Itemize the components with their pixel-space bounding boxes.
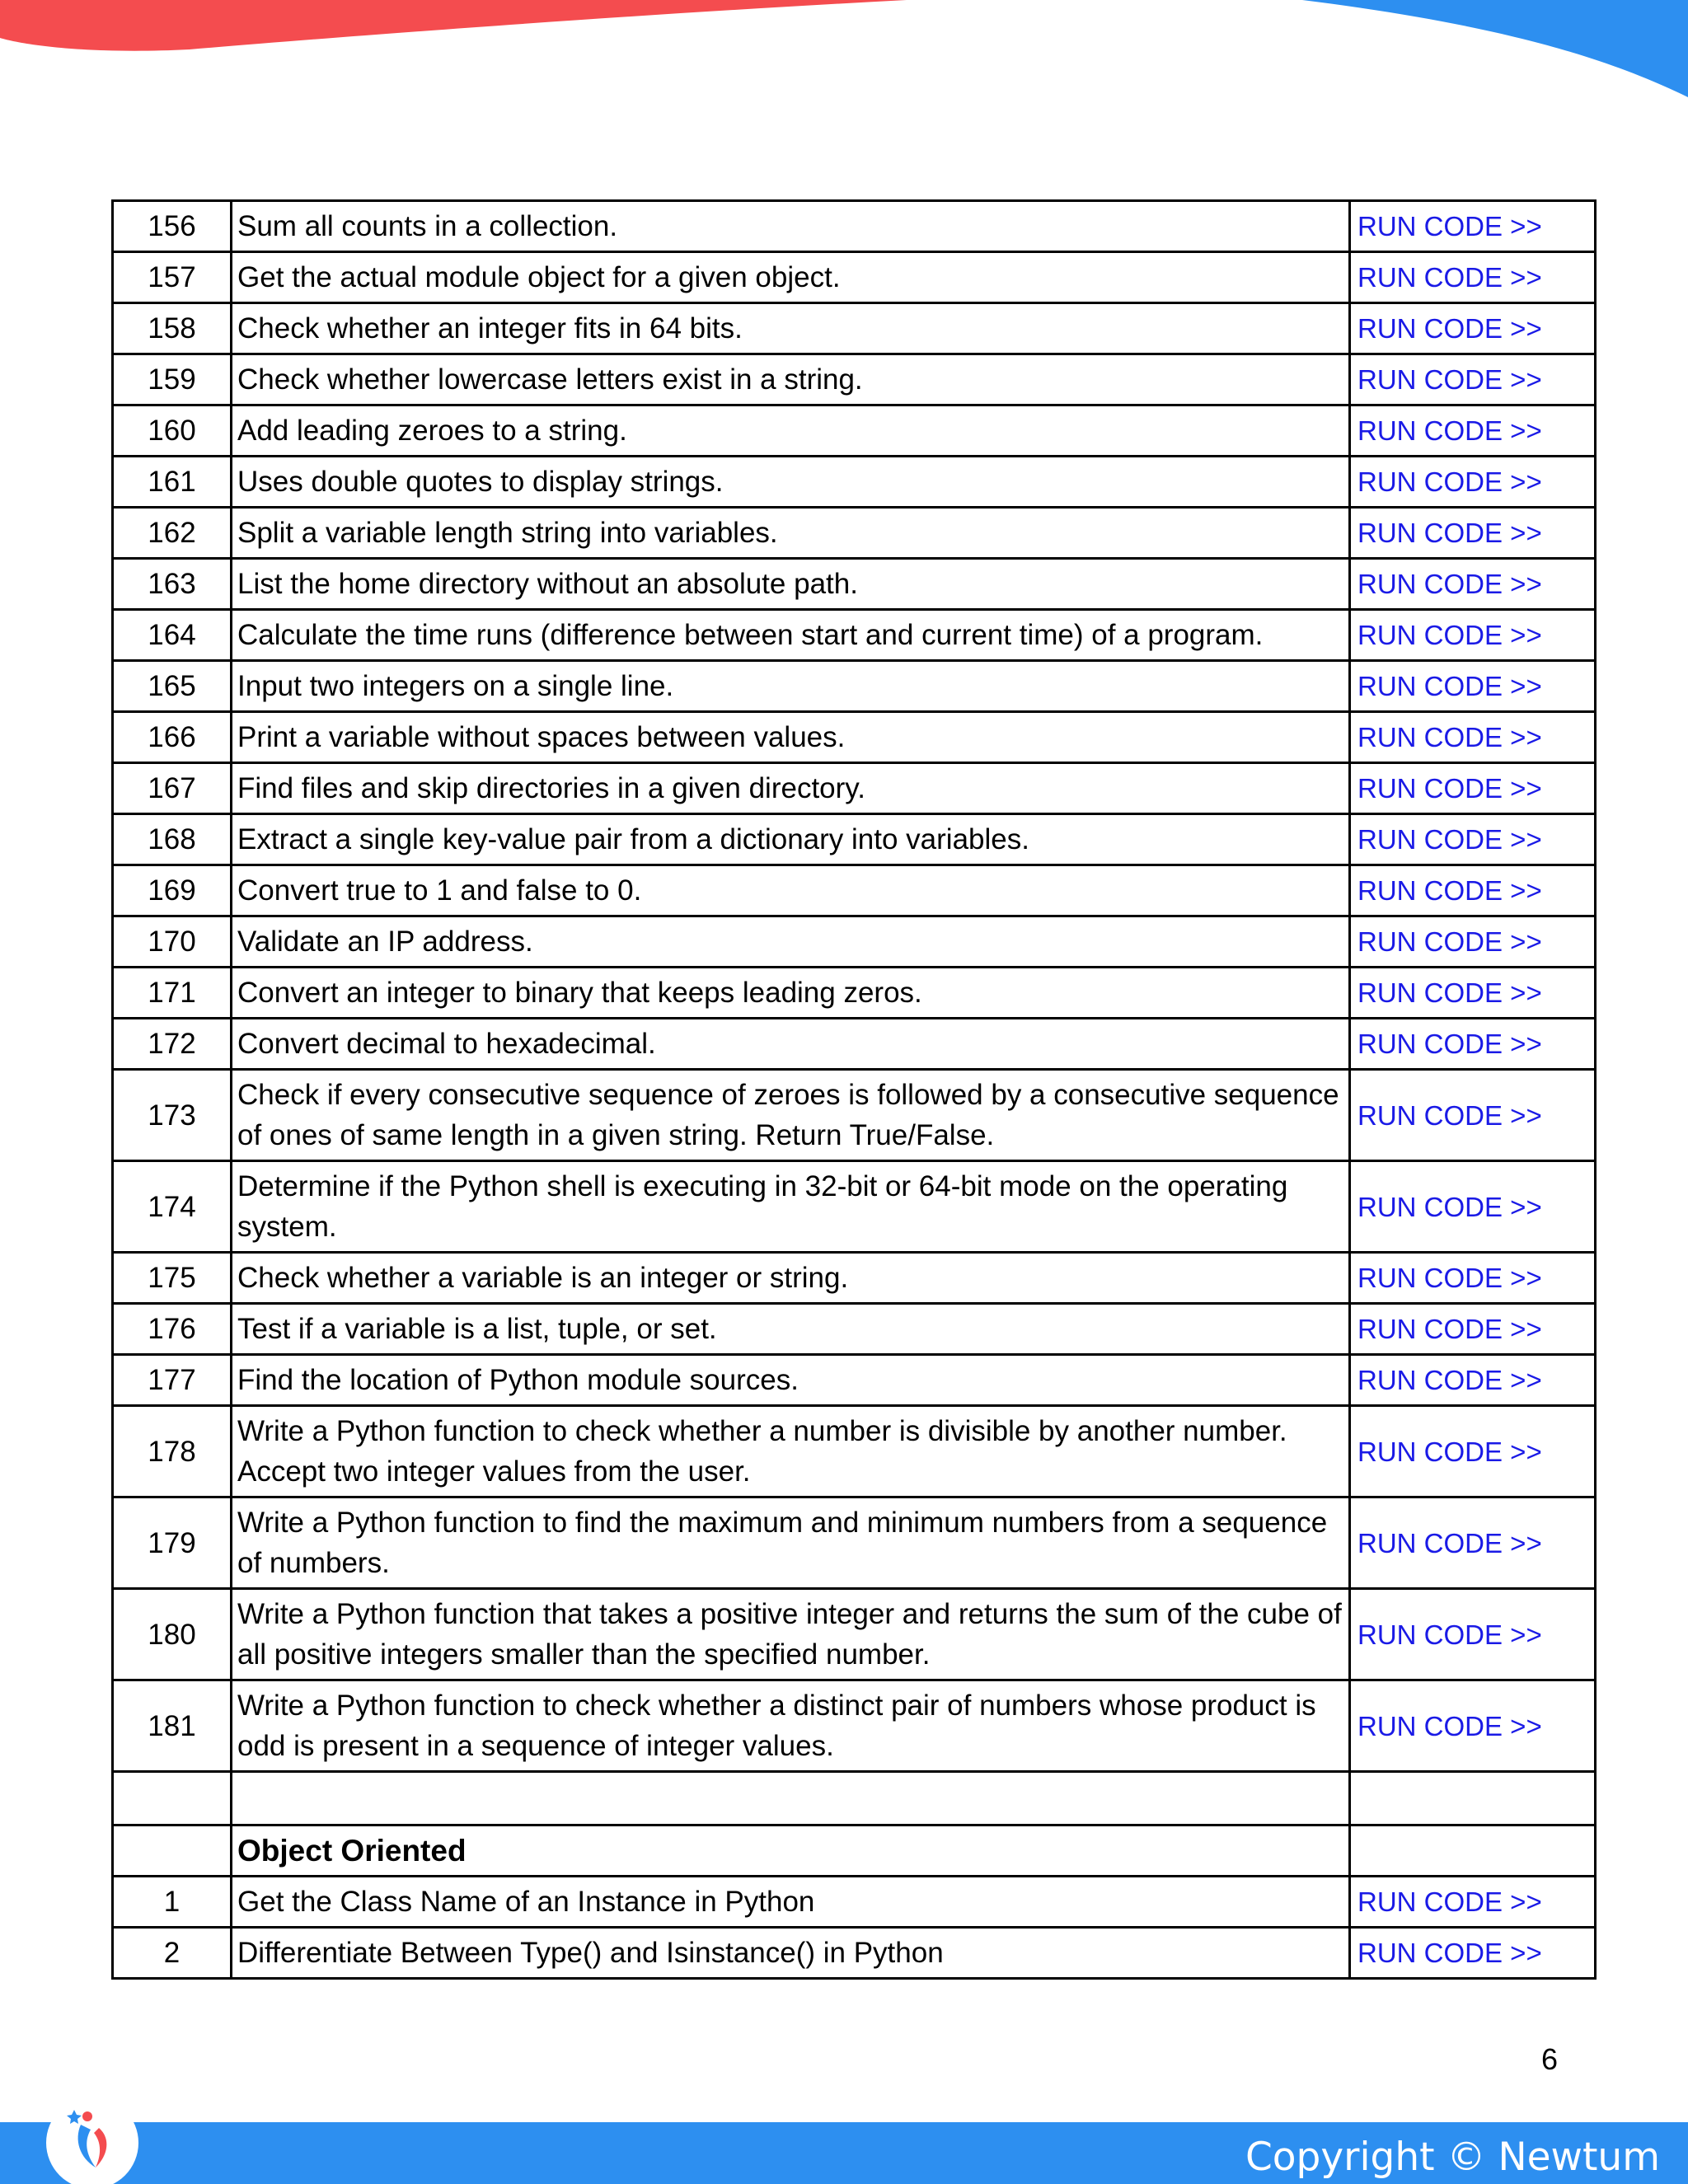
table-row <box>113 814 1596 865</box>
row-number: 179 <box>113 1497 232 1589</box>
row-number: 177 <box>113 1355 232 1406</box>
row-number: 159 <box>113 354 232 405</box>
row-description: Input two integers on a single line. <box>232 661 1350 712</box>
row-description: Find files and skip directories in a given directory. <box>232 763 1350 814</box>
table-row <box>113 1589 1596 1680</box>
run-code-link[interactable]: RUN CODE >> <box>1350 610 1596 661</box>
row-number: 162 <box>113 508 232 559</box>
run-code-link[interactable]: RUN CODE >> <box>1350 1877 1596 1928</box>
row-number: 171 <box>113 968 232 1019</box>
row-number: 166 <box>113 712 232 763</box>
section-table-body <box>113 1877 1596 1979</box>
run-code-link[interactable]: RUN CODE >> <box>1350 865 1596 916</box>
row-description: Extract a single key-value pair from a dictionary into variables. <box>232 814 1350 865</box>
row-number: 165 <box>113 661 232 712</box>
row-description: Convert decimal to hexadecimal. <box>232 1019 1350 1070</box>
row-description: Print a variable without spaces between values. <box>232 712 1350 763</box>
row-number: 176 <box>113 1304 232 1355</box>
run-code-link[interactable]: RUN CODE >> <box>1350 559 1596 610</box>
run-code-link[interactable]: RUN CODE >> <box>1350 916 1596 968</box>
row-number: 173 <box>113 1070 232 1161</box>
copyright-text: Copyright © Newtum <box>1245 2135 1660 2180</box>
row-description: Write a Python function that takes a positive integer and returns the sum of the cube of all positive integers smaller than the specified number. <box>232 1589 1350 1680</box>
run-code-link[interactable]: RUN CODE >> <box>1350 1019 1596 1070</box>
row-description: Check whether lowercase letters exist in a string. <box>232 354 1350 405</box>
newtum-logo-icon <box>41 2092 144 2184</box>
row-description: Get the Class Name of an Instance in Python <box>232 1877 1350 1928</box>
row-description: Uses double quotes to display strings. <box>232 457 1350 508</box>
run-code-link[interactable]: RUN CODE >> <box>1350 1355 1596 1406</box>
row-description: Check whether an integer fits in 64 bits. <box>232 303 1350 354</box>
row-number: 161 <box>113 457 232 508</box>
row-number: 164 <box>113 610 232 661</box>
run-code-link[interactable]: RUN CODE >> <box>1350 814 1596 865</box>
row-number: 170 <box>113 916 232 968</box>
table-row <box>113 610 1596 661</box>
run-code-link[interactable]: RUN CODE >> <box>1350 1304 1596 1355</box>
run-code-link[interactable]: RUN CODE >> <box>1350 1406 1596 1497</box>
programs-table <box>111 199 1597 1980</box>
row-description: Sum all counts in a collection. <box>232 201 1350 252</box>
table-row <box>113 712 1596 763</box>
table-row <box>113 201 1596 252</box>
run-code-link[interactable]: RUN CODE >> <box>1350 763 1596 814</box>
row-number: 172 <box>113 1019 232 1070</box>
row-number: 175 <box>113 1253 232 1304</box>
table-row <box>113 661 1596 712</box>
row-number: 157 <box>113 252 232 303</box>
row-number: 169 <box>113 865 232 916</box>
row-number: 174 <box>113 1161 232 1253</box>
row-description: Add leading zeroes to a string. <box>232 405 1350 457</box>
table-row <box>113 1680 1596 1772</box>
row-description: Calculate the time runs (difference between start and current time) of a program. <box>232 610 1350 661</box>
row-description: Split a variable length string into variables. <box>232 508 1350 559</box>
table-row <box>113 1161 1596 1253</box>
table-row <box>113 1070 1596 1161</box>
run-code-link[interactable]: RUN CODE >> <box>1350 1589 1596 1680</box>
table-row <box>113 916 1596 968</box>
row-description: Find the location of Python module sources. <box>232 1355 1350 1406</box>
table-row <box>113 1877 1596 1928</box>
row-description: Write a Python function to check whether a number is divisible by another number. Accept two integer values from the user. <box>232 1406 1350 1497</box>
row-number: 168 <box>113 814 232 865</box>
red-wave-decoration <box>0 0 907 51</box>
row-description: Convert an integer to binary that keeps leading zeros. <box>232 968 1350 1019</box>
run-code-link[interactable]: RUN CODE >> <box>1350 661 1596 712</box>
row-description: Test if a variable is a list, tuple, or set. <box>232 1304 1350 1355</box>
run-code-link[interactable]: RUN CODE >> <box>1350 1680 1596 1772</box>
run-code-link[interactable]: RUN CODE >> <box>1350 968 1596 1019</box>
row-description: Check whether a variable is an integer or string. <box>232 1253 1350 1304</box>
row-number: 180 <box>113 1589 232 1680</box>
table-row <box>113 1019 1596 1070</box>
table-row <box>113 1253 1596 1304</box>
blue-wave-decoration <box>1302 0 1688 97</box>
table-row <box>113 508 1596 559</box>
row-number: 167 <box>113 763 232 814</box>
table-row <box>113 865 1596 916</box>
table-row <box>113 763 1596 814</box>
row-description: Write a Python function to check whether a distinct pair of numbers whose product is odd is present in a sequence of integer values. <box>232 1680 1350 1772</box>
run-code-link[interactable]: RUN CODE >> <box>1350 252 1596 303</box>
row-description: List the home directory without an absolute path. <box>232 559 1350 610</box>
row-description: Check if every consecutive sequence of zeroes is followed by a consecutive sequence of ones of same length in a given string. Return True/False. <box>232 1070 1350 1161</box>
table-row <box>113 405 1596 457</box>
top-decoration <box>0 0 1688 107</box>
run-code-link[interactable]: RUN CODE >> <box>1350 712 1596 763</box>
section-blank <box>113 1772 1596 1877</box>
row-number: 178 <box>113 1406 232 1497</box>
row-description: Validate an IP address. <box>232 916 1350 968</box>
row-number: 2 <box>113 1928 232 1979</box>
row-number: 160 <box>113 405 232 457</box>
row-description: Determine if the Python shell is executing in 32-bit or 64-bit mode on the operating system. <box>232 1161 1350 1253</box>
run-code-link[interactable]: RUN CODE >> <box>1350 457 1596 508</box>
row-number: 156 <box>113 201 232 252</box>
table-row <box>113 1406 1596 1497</box>
table-row <box>113 354 1596 405</box>
page-number: 6 <box>1541 2042 1559 2076</box>
table-body <box>113 201 1596 1772</box>
run-code-link[interactable]: RUN CODE >> <box>1350 1497 1596 1589</box>
table-row <box>113 1928 1596 1979</box>
table-row <box>113 1304 1596 1355</box>
table-row <box>113 303 1596 354</box>
row-description: Differentiate Between Type() and Isinstance() in Python <box>232 1928 1350 1979</box>
run-code-link[interactable]: RUN CODE >> <box>1350 1253 1596 1304</box>
run-code-link[interactable]: RUN CODE >> <box>1350 1161 1596 1253</box>
blank-row <box>113 1772 1596 1825</box>
row-number: 158 <box>113 303 232 354</box>
run-code-link[interactable]: RUN CODE >> <box>1350 201 1596 252</box>
run-code-link[interactable]: RUN CODE >> <box>1350 1928 1596 1979</box>
table-row <box>113 1355 1596 1406</box>
table-row <box>113 968 1596 1019</box>
row-number: 1 <box>113 1877 232 1928</box>
row-description: Get the actual module object for a given object. <box>232 252 1350 303</box>
run-code-link[interactable]: RUN CODE >> <box>1350 405 1596 457</box>
row-description: Write a Python function to find the maximum and minimum numbers from a sequence of numbers. <box>232 1497 1350 1589</box>
table-row <box>113 457 1596 508</box>
row-number: 181 <box>113 1680 232 1772</box>
table-row <box>113 559 1596 610</box>
table-row <box>113 252 1596 303</box>
section-title: Object Oriented <box>232 1825 1350 1877</box>
section-header-row <box>113 1825 1596 1877</box>
table-row <box>113 1497 1596 1589</box>
run-code-link[interactable]: RUN CODE >> <box>1350 1070 1596 1161</box>
run-code-link[interactable]: RUN CODE >> <box>1350 354 1596 405</box>
row-description: Convert true to 1 and false to 0. <box>232 865 1350 916</box>
run-code-link[interactable]: RUN CODE >> <box>1350 303 1596 354</box>
run-code-link[interactable]: RUN CODE >> <box>1350 508 1596 559</box>
row-number: 163 <box>113 559 232 610</box>
